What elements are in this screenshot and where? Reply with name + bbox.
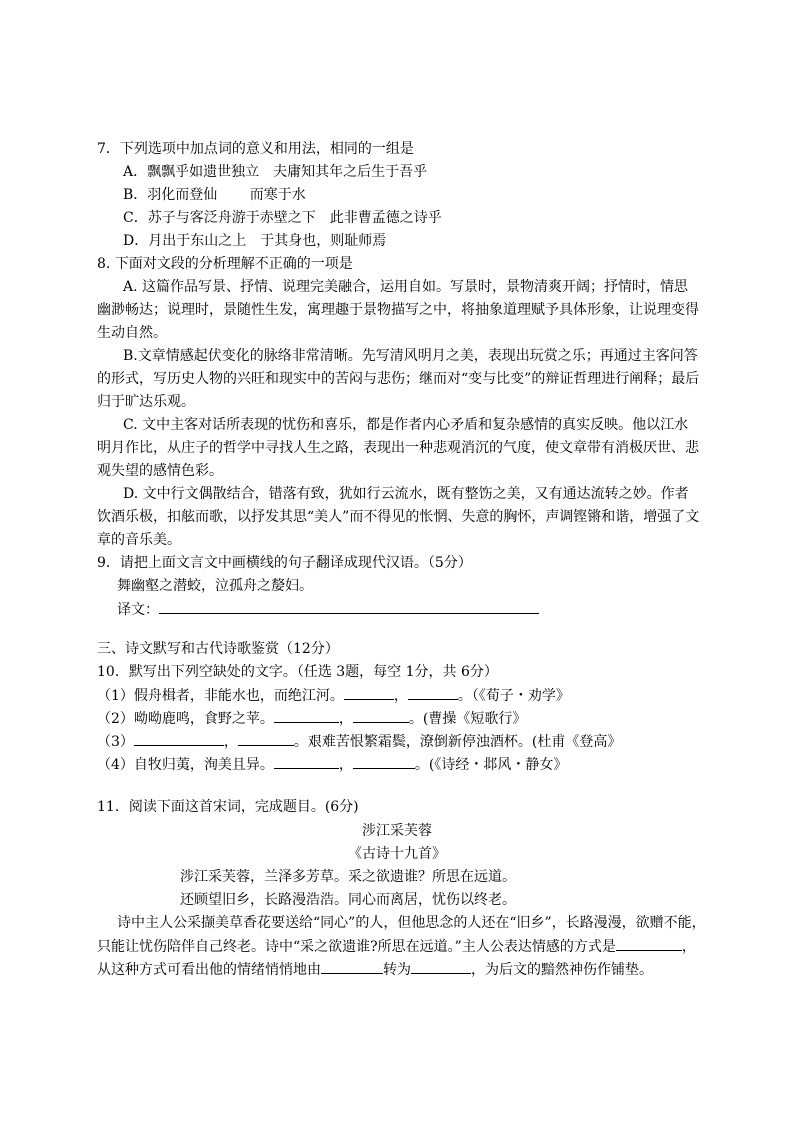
q7-option-d: D．月出于东山之上 于其身也，则耻师焉 bbox=[123, 233, 387, 249]
q10-item-2-blank-1[interactable] bbox=[274, 708, 339, 723]
q11-blank-2[interactable] bbox=[321, 959, 383, 974]
q8-c-line1: C. 文中主客对话所表现的忧伤和喜乐，都是作者内心矛盾和复杂感情的真实反映。他以江水 bbox=[123, 417, 689, 433]
poem-source: 《古诗十九首》 bbox=[348, 846, 446, 862]
q10-item-3-blank-1[interactable] bbox=[134, 731, 224, 746]
q8-c-line2: 明月作比，从庄子的哲学中寻找人生之路，表现出一种悲观消沉的气度，使文章带有消极厌世、悲 bbox=[97, 440, 699, 456]
q8-a-line2: 幽渺畅达；说理时，景随性生发，寓理趣于景物描写之中，将抽象道理赋予具体形象，让说理变得 bbox=[97, 302, 699, 318]
q10-item-4-blank-2[interactable] bbox=[353, 754, 415, 769]
q10-item-1-blank-2[interactable] bbox=[408, 685, 458, 700]
q8-d-line3: 章的音乐美。 bbox=[97, 532, 181, 548]
q8-stem: 8. 下面对文段的分析理解不正确的一项是 bbox=[97, 256, 353, 272]
q9-sentence: 舞幽壑之潜蛟，泣孤舟之嫠妇。 bbox=[117, 578, 313, 594]
q8-d-line2: 饮酒乐极，扣舷而歌，以抒发其思“美人”而不得见的怅惘、失意的胸怀，声调铿锵和谐，增强了文 bbox=[97, 509, 700, 525]
q8-b-line1: B.文章情感起伏变化的脉络非常清晰。先写清风明月之美，表现出玩赏之乐；再通过主客问答 bbox=[123, 348, 698, 364]
q11-paragraph-line3: 从这种方式可看出他的情绪悄悄地由 转为 ，为后文的黯然神伤作铺垫。 bbox=[97, 959, 653, 980]
q10-item-3-blank-2[interactable] bbox=[238, 731, 294, 746]
poem-line-1: 涉江采芙蓉，兰泽多芳草。采之欲遗谁？所思在远道。 bbox=[180, 869, 516, 885]
q11-paragraph-line1: 诗中主人公采撷美草香花要送给“同心”的人，但他思念的人还在“旧乡”，长路漫漫，欲赠不能， bbox=[117, 915, 706, 931]
q11-stem: 11．阅读下面这首宋词，完成题目。(6分) bbox=[97, 799, 359, 815]
q7-option-b: B．羽化而登仙 而寒于水 bbox=[123, 187, 306, 203]
q8-a-line1: A. 这篇作品写景、抒情、说理完美融合，运用自如。写景时，景物清爽开阔；抒情时，情思 bbox=[123, 279, 689, 295]
q11-paragraph-line2: 只能让忧伤陪伴自己终老。诗中“采之欲遗谁?所思在远道。”主人公表达情感的方式是 ， bbox=[97, 936, 696, 957]
poem-title: 涉江采芙蓉 bbox=[362, 823, 432, 839]
q8-b-line3: 归于旷达乐观。 bbox=[97, 394, 195, 410]
q11-blank-3[interactable] bbox=[411, 959, 471, 974]
q10-item-3: （3） ， 。艰难苦恨繁霜鬓，潦倒新停浊酒杯。(杜甫《登高》 bbox=[97, 731, 621, 752]
section3-title: 三、诗文默写和古代诗歌鉴赏（12分） bbox=[97, 641, 339, 657]
q10-item-4-blank-1[interactable] bbox=[274, 754, 339, 769]
q9-translation-row bbox=[117, 599, 539, 620]
q7-option-c: C．苏子与客泛舟游于赤壁之下 此非曹孟德之诗乎 bbox=[123, 210, 442, 226]
q8-a-line3: 生动自然。 bbox=[97, 325, 167, 341]
q10-item-1: （1）假舟楫者，非能水也，而绝江河。 ， 。（《荀子・劝学》 bbox=[97, 685, 570, 706]
q7-stem: 7．下列选项中加点词的意义和用法，相同的一组是 bbox=[97, 141, 414, 157]
q7-option-a: A．飘飘乎如遗世独立 夫庸知其年之后生于吾乎 bbox=[123, 164, 428, 180]
poem-line-2: 还顾望旧乡，长路漫浩浩。同心而离居，忧伤以终老。 bbox=[180, 892, 516, 908]
q10-item-2-blank-2[interactable] bbox=[353, 708, 409, 723]
q10-item-4: （4）自牧归荑，洵美且异。 ， 。(《诗经・邶风・静女》 bbox=[97, 754, 567, 775]
q8-d-line1: D. 文中行文偶散结合，错落有致，犹如行云流水，既有整饬之美，又有通达流转之妙。作者 bbox=[123, 486, 689, 502]
q8-b-line2: 的形式，写历史人物的兴旺和现实中的苦闷与悲伤；继而对“变与比变”的辩证哲理进行阐释；最后 bbox=[97, 371, 700, 387]
q10-item-1-blank-1[interactable] bbox=[344, 685, 394, 700]
q10-stem: 10．默写出下列空缺处的文字。（任选 3题，每空 1分，共 6分） bbox=[97, 664, 498, 680]
q8-c-line3: 观失望的感情色彩。 bbox=[97, 463, 223, 479]
q11-blank-1[interactable] bbox=[616, 936, 682, 951]
q9-stem: 9．请把上面文言文中画横线的句子翻译成现代汉语。（5分） bbox=[97, 555, 472, 571]
q9-translation-blank[interactable] bbox=[159, 599, 539, 614]
q10-item-2: （2）呦呦鹿鸣，食野之苹。 ， 。(曹操《短歌行》 bbox=[97, 708, 526, 729]
q9-translation-label: 译文： bbox=[117, 602, 159, 618]
